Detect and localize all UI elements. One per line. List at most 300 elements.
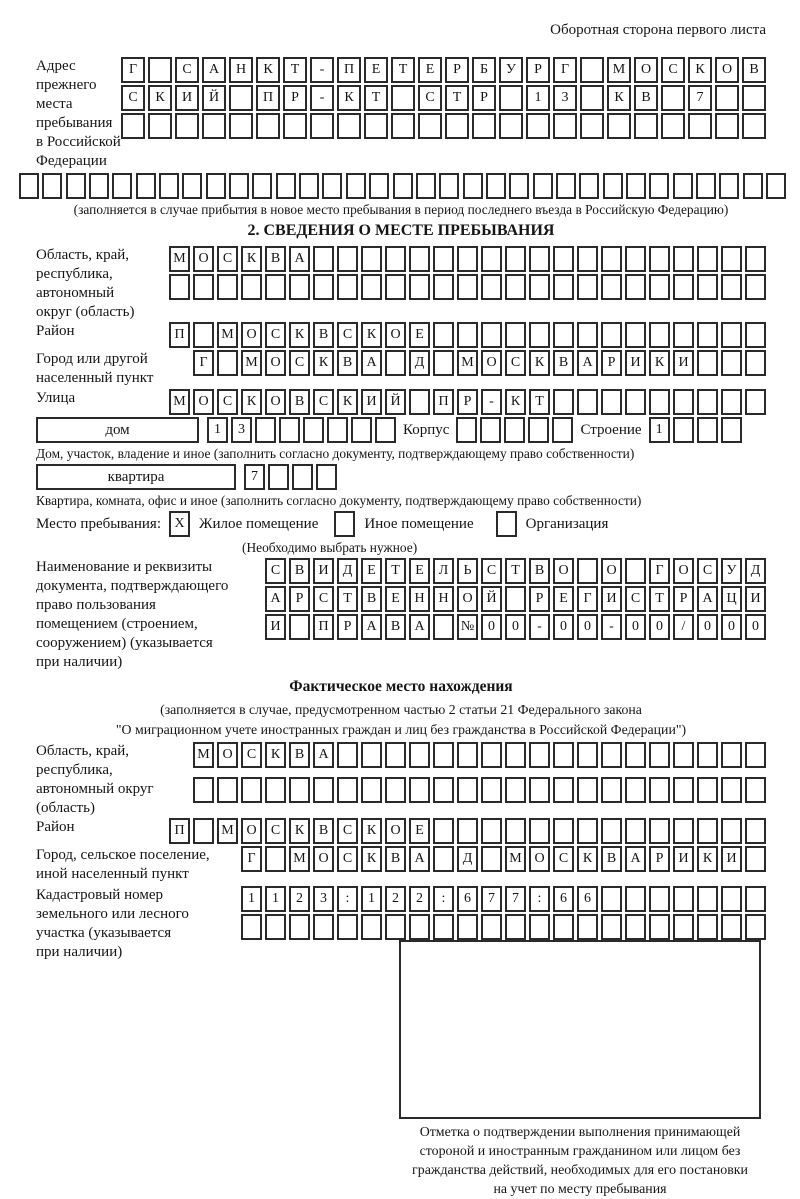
char-cell: К <box>289 818 310 844</box>
char-cell <box>217 274 238 300</box>
char-cell: 0 <box>697 614 718 640</box>
char-cell: И <box>721 846 742 872</box>
char-cell <box>481 274 502 300</box>
char-cell <box>316 464 337 490</box>
char-cell: О <box>715 57 739 83</box>
char-cell <box>385 350 406 376</box>
char-cell: 6 <box>577 886 598 912</box>
char-cell: О <box>529 846 550 872</box>
char-cell <box>601 777 622 803</box>
char-cell <box>721 818 742 844</box>
char-cell: 0 <box>745 614 766 640</box>
char-cell: М <box>193 742 214 768</box>
char-cell <box>289 274 310 300</box>
char-cell <box>229 85 253 111</box>
char-cell <box>509 173 529 199</box>
text-line: документа, подтверждающего <box>36 578 229 594</box>
char-cell <box>409 274 430 300</box>
char-cell: У <box>499 57 523 83</box>
char-cell <box>745 350 766 376</box>
char-cell <box>409 246 430 272</box>
char-cell: С <box>313 389 334 415</box>
char-cell <box>601 246 622 272</box>
char-cell <box>553 246 574 272</box>
char-cell: К <box>361 818 382 844</box>
char-cell <box>193 274 214 300</box>
char-cell <box>505 742 526 768</box>
char-cell: К <box>688 57 712 83</box>
char-cell <box>457 914 478 940</box>
char-cell: К <box>697 846 718 872</box>
char-cell: 7 <box>481 886 502 912</box>
char-cell: О <box>265 389 286 415</box>
char-cell <box>745 777 766 803</box>
char-cell: Р <box>445 57 469 83</box>
char-cell: - <box>601 614 622 640</box>
char-cell <box>721 417 742 443</box>
char-cell <box>697 389 718 415</box>
char-cell: К <box>649 350 670 376</box>
confirmation-stamp-box <box>399 940 761 1119</box>
char-cell: М <box>607 57 631 83</box>
char-cell <box>745 274 766 300</box>
char-cell: О <box>673 558 694 584</box>
char-cell <box>433 777 454 803</box>
char-cell: И <box>745 586 766 612</box>
char-cell <box>457 322 478 348</box>
char-cell <box>322 173 342 199</box>
char-cell <box>673 246 694 272</box>
text-line: округ (область) <box>36 304 135 320</box>
char-cell <box>456 417 477 443</box>
char-cell <box>481 742 502 768</box>
char-cell: О <box>265 350 286 376</box>
char-cell <box>721 322 742 348</box>
char-cell: № <box>457 614 478 640</box>
document-basis-label <box>36 558 228 672</box>
char-cell: К <box>148 85 172 111</box>
char-cell <box>361 742 382 768</box>
char-cell <box>721 886 742 912</box>
char-cell: А <box>625 846 646 872</box>
char-cell <box>433 274 454 300</box>
char-cell <box>457 777 478 803</box>
char-cell <box>603 173 623 199</box>
char-cell <box>721 914 742 940</box>
char-cell: / <box>673 614 694 640</box>
char-cell: В <box>385 614 406 640</box>
char-cell: С <box>313 586 334 612</box>
apartment-note: Квартира, комната, офис и иное (заполнить согласно документу, подтверждающему право собственности) <box>36 493 642 508</box>
char-cell: П <box>169 818 190 844</box>
cadastral-label <box>36 886 189 962</box>
char-cell <box>766 173 786 199</box>
char-cell: К <box>241 246 262 272</box>
cadastral-row-1 <box>241 886 766 912</box>
char-cell <box>580 113 604 139</box>
char-cell <box>393 173 413 199</box>
char-cell <box>409 777 430 803</box>
stay-option-other <box>318 511 473 537</box>
char-cell <box>241 777 262 803</box>
char-cell <box>673 777 694 803</box>
fact-city-row <box>241 846 766 872</box>
text-line: Область, край, <box>36 247 130 263</box>
char-cell <box>433 846 454 872</box>
char-cell: 6 <box>457 886 478 912</box>
char-cell <box>625 886 646 912</box>
char-cell <box>256 113 280 139</box>
char-cell <box>409 389 430 415</box>
char-cell: П <box>169 322 190 348</box>
region-grid <box>169 246 766 300</box>
char-cell <box>193 777 214 803</box>
char-cell: Р <box>337 614 358 640</box>
fact-district-label: Район <box>36 819 75 835</box>
char-cell <box>601 742 622 768</box>
stay-option-label: Организация <box>525 515 609 532</box>
char-cell <box>19 173 39 199</box>
char-cell: - <box>529 614 550 640</box>
char-cell <box>745 846 766 872</box>
text-line: Отметка о подтверждении выполнения принимающей <box>419 1125 741 1140</box>
actual-location-note <box>36 700 766 740</box>
char-cell: Р <box>649 846 670 872</box>
fact-city-label <box>36 846 210 884</box>
char-cell: А <box>697 586 718 612</box>
char-cell <box>337 914 358 940</box>
text-line: Адрес прежнего <box>36 58 97 93</box>
char-cell: Т <box>385 558 406 584</box>
char-cell <box>289 914 310 940</box>
text-line: гражданства действий, необходимых для его постановки <box>412 1163 748 1178</box>
char-cell <box>481 777 502 803</box>
house-note: Дом, участок, владение и иное (заполнить согласно документу, подтверждающему право собственности) <box>36 446 635 461</box>
char-cell: В <box>313 818 334 844</box>
char-cell <box>649 246 670 272</box>
char-cell <box>649 274 670 300</box>
char-cell: - <box>310 57 334 83</box>
char-cell: Е <box>385 586 406 612</box>
region-field <box>36 246 766 322</box>
char-cell <box>148 57 172 83</box>
char-cell <box>745 389 766 415</box>
char-cell: А <box>409 614 430 640</box>
fact-region-grid <box>193 742 766 803</box>
char-cell: В <box>361 586 382 612</box>
apartment-number-cells <box>244 464 337 490</box>
char-cell <box>673 742 694 768</box>
char-cell: 1 <box>265 886 286 912</box>
char-cell <box>310 113 334 139</box>
text-line: Город, сельское поселение, <box>36 847 210 863</box>
char-cell: П <box>256 85 280 111</box>
char-cell <box>715 85 739 111</box>
char-cell <box>193 322 214 348</box>
char-cell: 2 <box>409 886 430 912</box>
char-cell <box>649 742 670 768</box>
char-cell: Н <box>433 586 454 612</box>
char-cell <box>697 818 718 844</box>
char-cell: Е <box>409 558 430 584</box>
char-cell: С <box>481 558 502 584</box>
char-cell <box>136 173 156 199</box>
char-cell: В <box>553 350 574 376</box>
char-cell: Й <box>481 586 502 612</box>
stay-option-residential <box>161 511 318 537</box>
char-cell <box>457 246 478 272</box>
char-cell <box>481 914 502 940</box>
char-cell <box>697 742 718 768</box>
char-cell: К <box>337 389 358 415</box>
char-cell <box>577 389 598 415</box>
char-cell <box>697 417 718 443</box>
char-cell: О <box>193 389 214 415</box>
char-cell <box>169 274 190 300</box>
char-cell <box>673 173 693 199</box>
region-label <box>36 246 134 322</box>
char-cell: П <box>433 389 454 415</box>
stay-note: (Необходимо выбрать нужное) <box>242 540 418 555</box>
char-cell: А <box>361 614 382 640</box>
char-cell: 0 <box>553 614 574 640</box>
confirmation-stamp-area <box>394 940 766 1199</box>
char-cell: 0 <box>721 614 742 640</box>
char-cell: С <box>289 350 310 376</box>
char-cell: 0 <box>625 614 646 640</box>
char-cell <box>601 274 622 300</box>
house-row <box>36 417 766 443</box>
region-row-2 <box>169 274 766 300</box>
char-cell: С <box>121 85 145 111</box>
char-cell <box>505 818 526 844</box>
char-cell <box>553 818 574 844</box>
char-cell: Д <box>745 558 766 584</box>
text-line: места пребывания <box>36 96 113 131</box>
char-cell <box>577 558 598 584</box>
char-cell <box>745 742 766 768</box>
char-cell: А <box>361 350 382 376</box>
char-cell <box>391 113 415 139</box>
char-cell <box>66 173 86 199</box>
char-cell: Т <box>337 586 358 612</box>
char-cell: Й <box>385 389 406 415</box>
char-cell <box>486 173 506 199</box>
char-cell <box>121 113 145 139</box>
char-cell <box>505 777 526 803</box>
char-cell: И <box>313 558 334 584</box>
char-cell <box>457 818 478 844</box>
char-cell <box>289 614 310 640</box>
char-cell <box>505 914 526 940</box>
char-cell: 3 <box>553 85 577 111</box>
char-cell <box>625 246 646 272</box>
char-cell <box>625 742 646 768</box>
confirmation-stamp-note <box>372 1123 788 1199</box>
char-cell <box>299 173 319 199</box>
char-cell <box>634 113 658 139</box>
char-cell <box>193 818 214 844</box>
char-cell <box>361 246 382 272</box>
char-cell: 0 <box>505 614 526 640</box>
char-cell <box>481 322 502 348</box>
char-cell <box>577 322 598 348</box>
char-cell: С <box>553 846 574 872</box>
char-cell <box>721 274 742 300</box>
char-cell: К <box>361 846 382 872</box>
char-cell: М <box>505 846 526 872</box>
prev-address-field <box>36 57 766 171</box>
text-line: "О миграционном учете иностранных граждан и лиц без гражданства в Российской Федерации") <box>115 722 687 737</box>
char-cell: С <box>418 85 442 111</box>
char-cell <box>499 113 523 139</box>
char-cell: И <box>361 389 382 415</box>
char-cell: 1 <box>649 417 670 443</box>
char-cell <box>528 417 549 443</box>
char-cell: А <box>202 57 226 83</box>
char-cell <box>745 246 766 272</box>
korpus-label: Корпус <box>403 421 450 438</box>
char-cell <box>206 173 226 199</box>
char-cell <box>673 417 694 443</box>
char-cell: К <box>505 389 526 415</box>
char-cell <box>241 914 262 940</box>
prev-address-row-2 <box>121 85 766 111</box>
char-cell <box>175 113 199 139</box>
house-name-box: дом <box>36 417 199 443</box>
char-cell <box>418 113 442 139</box>
char-cell: Д <box>409 350 430 376</box>
char-cell <box>577 777 598 803</box>
char-cell <box>601 322 622 348</box>
district-row <box>169 322 766 348</box>
char-cell: Б <box>472 57 496 83</box>
cadastral-grid <box>241 886 766 940</box>
char-cell <box>529 777 550 803</box>
char-cell <box>673 389 694 415</box>
char-cell: 1 <box>361 886 382 912</box>
char-cell: - <box>310 85 334 111</box>
char-cell <box>673 274 694 300</box>
city-row <box>193 350 766 376</box>
char-cell <box>649 886 670 912</box>
char-cell: Е <box>364 57 388 83</box>
char-cell: 0 <box>649 614 670 640</box>
char-cell: 6 <box>553 886 574 912</box>
char-cell: В <box>289 389 310 415</box>
char-cell <box>337 742 358 768</box>
prev-address-grid <box>121 57 766 139</box>
document-basis-row-2 <box>265 586 766 612</box>
char-cell <box>697 322 718 348</box>
char-cell <box>375 417 396 443</box>
char-cell <box>292 464 313 490</box>
char-cell: В <box>289 742 310 768</box>
char-cell: В <box>265 246 286 272</box>
stay-type-row <box>36 511 766 537</box>
char-cell: О <box>385 322 406 348</box>
char-cell: И <box>625 350 646 376</box>
char-cell <box>433 322 454 348</box>
char-cell <box>601 914 622 940</box>
char-cell: О <box>601 558 622 584</box>
char-cell <box>661 85 685 111</box>
char-cell: Ь <box>457 558 478 584</box>
char-cell <box>697 777 718 803</box>
char-cell: Т <box>649 586 670 612</box>
fact-district-field <box>36 818 766 844</box>
char-cell <box>553 389 574 415</box>
fact-region-row-1 <box>193 742 766 768</box>
char-cell <box>391 85 415 111</box>
street-row <box>169 389 766 415</box>
stay-option-label: Иное помещение <box>364 515 474 532</box>
char-cell <box>369 173 389 199</box>
text-line: стороной и иностранным гражданином или лицом без <box>419 1144 741 1159</box>
char-cell: Т <box>445 85 469 111</box>
char-cell <box>346 173 366 199</box>
char-cell <box>433 742 454 768</box>
char-cell <box>505 586 526 612</box>
char-cell: К <box>529 350 550 376</box>
char-cell <box>649 818 670 844</box>
char-cell <box>229 113 253 139</box>
text-line: при наличии) <box>36 944 123 960</box>
char-cell: Н <box>409 586 430 612</box>
char-cell <box>529 742 550 768</box>
char-cell: О <box>553 558 574 584</box>
char-cell <box>601 818 622 844</box>
char-cell: О <box>385 818 406 844</box>
apartment-name-box: квартира <box>36 464 236 490</box>
char-cell <box>385 246 406 272</box>
char-cell <box>721 350 742 376</box>
char-cell: : <box>433 886 454 912</box>
char-cell: Д <box>337 558 358 584</box>
char-cell <box>553 322 574 348</box>
char-cell <box>202 113 226 139</box>
char-cell <box>696 173 716 199</box>
char-cell <box>409 914 430 940</box>
char-cell <box>649 173 669 199</box>
char-cell: В <box>313 322 334 348</box>
char-cell: К <box>337 85 361 111</box>
char-cell: 0 <box>577 614 598 640</box>
char-cell: П <box>313 614 334 640</box>
char-cell <box>661 113 685 139</box>
char-cell <box>745 818 766 844</box>
char-cell <box>577 742 598 768</box>
char-cell <box>385 274 406 300</box>
char-cell: 3 <box>231 417 252 443</box>
char-cell <box>529 914 550 940</box>
char-cell <box>472 113 496 139</box>
prev-address-row-4 <box>19 173 786 199</box>
text-line: автономный <box>36 285 115 301</box>
char-cell <box>625 558 646 584</box>
text-line: помещением (строением, <box>36 616 198 632</box>
char-cell: С <box>241 742 262 768</box>
char-cell: С <box>337 846 358 872</box>
text-line: на учет по месту пребывания <box>493 1182 667 1197</box>
char-cell: Р <box>526 57 550 83</box>
char-cell: С <box>175 57 199 83</box>
char-cell <box>577 914 598 940</box>
char-cell <box>481 846 502 872</box>
text-line: при наличии) <box>36 654 123 670</box>
char-cell: В <box>385 846 406 872</box>
char-cell <box>697 274 718 300</box>
